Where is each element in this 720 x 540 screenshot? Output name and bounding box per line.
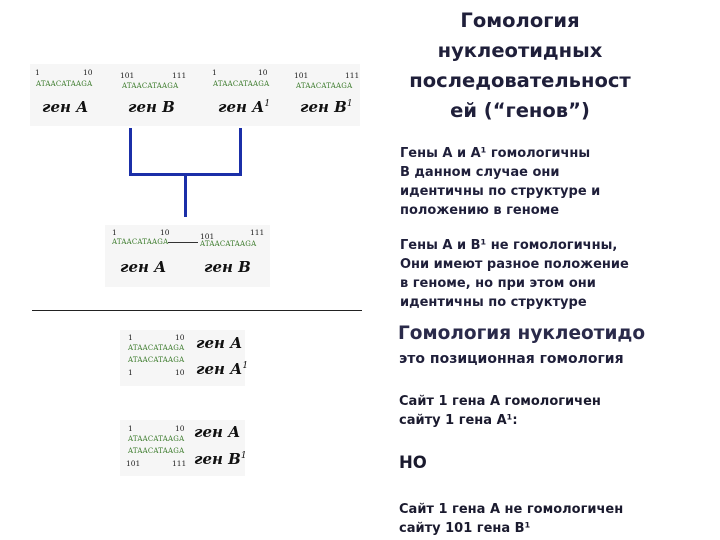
position-label: 1 [35,68,40,77]
paragraph-homologous: Гены А и А¹ гомологичны В данном случае они идентичны по структуре и положению в геноме [400,146,601,218]
gene-a-label: ген А [196,334,243,352]
site-not-homologous-text: Сайт 1 гена А не гомологичен сайту 101 гена В¹ [399,502,624,536]
sequence-label: ATAACATAAGA [122,82,179,90]
position-label: 1 [128,424,133,433]
position-label: 101 [200,232,215,241]
sequence-label: ATAACATAAGA [128,435,185,443]
sequence-label: ATAACATAAGA [112,238,169,246]
position-label: 10 [175,368,185,377]
gene-a1-label: ген $А^1$ [218,98,271,116]
gene-b1-label: ген $В^1$ [300,98,353,116]
position-label: 111 [172,459,187,468]
paragraph-not-homologous: Гены А и В¹ не гомологичны, Они имеют разное положение в геноме, но при этом они идентичны по структуре [400,238,629,310]
divider-line [32,310,362,311]
position-label: 10 [83,68,93,77]
section-subheading: это позиционная гомология [399,351,624,367]
position-label: 1 [128,368,133,377]
sequence-label: ATAACATAAGA [128,356,185,364]
sequence-label: ATAACATAAGA [200,240,257,248]
position-label: 101 [126,459,141,468]
but-text: НО [399,453,427,472]
position-label: 10 [175,333,185,342]
gene-b1-label: ген $В^1$ [194,450,247,468]
position-label: 1 [112,228,117,237]
sequence-label: ATAACATAAGA [36,80,93,88]
gene-b-label: ген В [128,98,175,116]
site-homologous-text: Сайт 1 гена А гомологичен сайту 1 гена А¹: [399,394,601,428]
position-label: 1 [128,333,133,342]
position-label: 10 [258,68,268,77]
gene-b-label: ген В [204,258,251,276]
sequence-label: ATAACATAAGA [213,80,270,88]
top-figure-panel [30,64,360,126]
position-label: 10 [175,424,185,433]
position-label: 101 [294,71,309,80]
tree-branch-left [129,128,132,176]
sequence-label: ATAACATAAGA [128,344,185,352]
position-label: 111 [250,228,265,237]
position-label: 111 [172,71,187,80]
position-label: 101 [120,71,135,80]
position-label: 10 [160,228,170,237]
middle-figure-panel [105,225,270,287]
section-heading: Гомология нуклеотидо [398,323,646,344]
tree-stem [184,173,187,217]
linker-line [168,242,198,243]
gene-a-label: ген А [120,258,167,276]
gene-a-label: ген А [194,423,241,441]
gene-a-label: ген А [42,98,89,116]
position-label: 111 [345,71,360,80]
tree-branch-right [239,128,242,176]
gene-a1-label: ген $А^1$ [196,360,249,378]
sequence-label: ATAACATAAGA [296,82,353,90]
sequence-label: ATAACATAAGA [128,447,185,455]
page-title: Гомология нуклеотидных последовательност ей (“генов”) [409,9,631,122]
position-label: 1 [212,68,217,77]
